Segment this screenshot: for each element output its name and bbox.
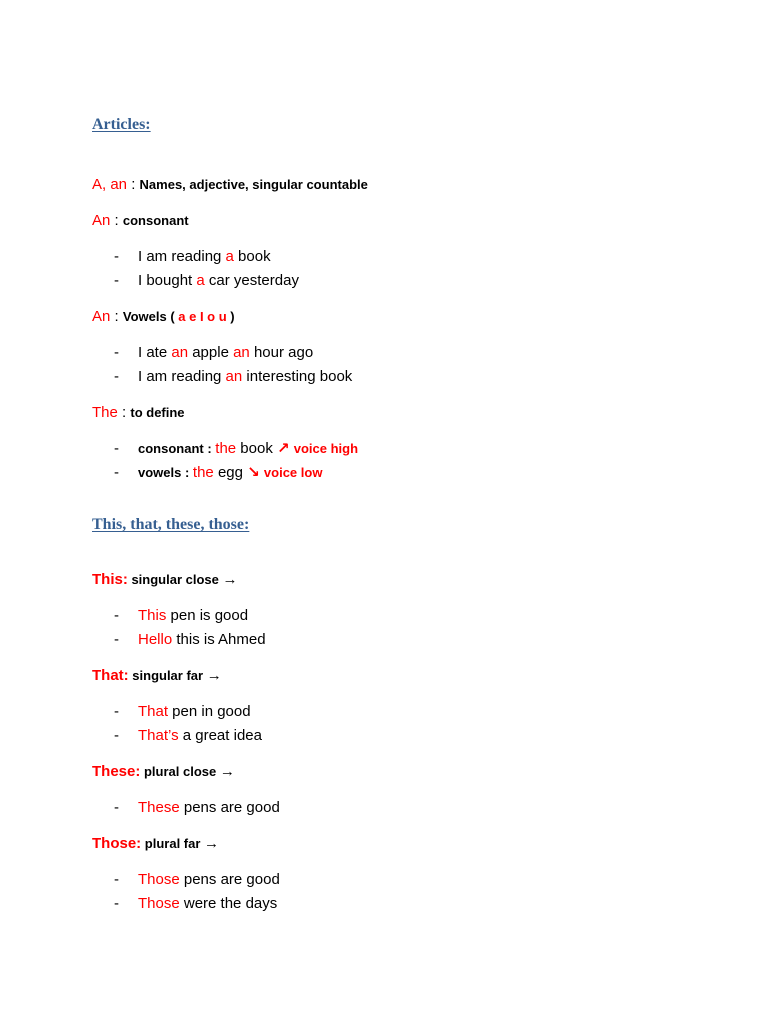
voice-note: voice high xyxy=(293,441,359,456)
articles-heading: Articles: xyxy=(92,116,151,133)
bullet-dash: - xyxy=(114,727,119,744)
demonstratives-heading: This, that, these, those: xyxy=(92,516,250,533)
an-vowels-rule: An : Vowels ( a e I o u ) xyxy=(92,308,235,325)
arrow-right-icon: → xyxy=(204,835,220,852)
a-an-rule xyxy=(92,176,368,194)
bullet-dash: - xyxy=(114,440,119,457)
rule-label: These: xyxy=(92,763,141,780)
arrow-down-right-icon: ↘ xyxy=(247,464,260,481)
bullet-dash: - xyxy=(114,631,119,648)
example-line: These pens are good xyxy=(138,799,280,816)
bullet-dash: - xyxy=(114,368,119,385)
bullet-dash: - xyxy=(114,871,119,888)
rule-desc: Names, adjective, singular countable xyxy=(139,177,368,192)
example-line: This pen is good xyxy=(138,607,249,624)
bullet-dash: - xyxy=(114,272,119,289)
rule-label: Those: xyxy=(92,835,142,852)
rule-desc: to define xyxy=(130,405,185,420)
that-rule xyxy=(92,667,222,685)
bullet-dash: - xyxy=(114,344,119,361)
this-rule xyxy=(92,571,238,589)
example-line: Hello this is Ahmed xyxy=(138,631,266,648)
example-line: I bought a car yesterday xyxy=(138,272,299,289)
example-line: consonant : the book ↗ voice high xyxy=(138,440,359,457)
bullet-dash: - xyxy=(114,703,119,720)
rule-label: A, an xyxy=(92,176,128,193)
bullet-dash: - xyxy=(114,248,119,265)
rule-sep: : xyxy=(110,212,123,229)
bullet-dash: - xyxy=(114,607,119,624)
rule-desc: plural far xyxy=(141,836,205,851)
rule-desc: plural close xyxy=(140,764,220,779)
bullet-dash: - xyxy=(114,464,119,481)
rule-sep: : xyxy=(127,176,140,193)
rule-sep: : xyxy=(110,308,123,325)
example-line: Those pens are good xyxy=(138,871,280,888)
rule-desc: consonant xyxy=(122,213,189,228)
those-rule xyxy=(92,835,219,853)
the-rule xyxy=(92,404,185,422)
example-line: That’s a great idea xyxy=(138,727,262,744)
vowel-list: a e I o u xyxy=(178,309,227,324)
rule-desc: Vowels ( xyxy=(122,309,179,324)
arrow-right-icon: → xyxy=(222,571,238,588)
rule-label: An xyxy=(92,308,111,325)
bullet-dash: - xyxy=(114,799,119,816)
rule-sep: : xyxy=(117,404,131,421)
rule-desc: singular close xyxy=(127,572,223,587)
rule-label: This: xyxy=(92,571,128,588)
example-line: I ate an apple an hour ago xyxy=(138,344,314,361)
these-rule xyxy=(92,763,235,781)
example-line: I am reading an interesting book xyxy=(138,368,353,385)
bullet-dash: - xyxy=(114,895,119,912)
voice-note: voice low xyxy=(263,465,323,480)
arrow-right-icon: → xyxy=(219,763,235,780)
example-line: That pen in good xyxy=(138,703,251,720)
example-line: I am reading a book xyxy=(138,248,271,265)
example-line: vowels : the egg ↘ voice low xyxy=(138,464,323,481)
rule-label: The xyxy=(92,404,118,421)
arrow-up-right-icon: ↗ xyxy=(277,440,290,457)
rule-label: That: xyxy=(92,667,129,684)
arrow-right-icon: → xyxy=(206,667,222,684)
example-line: Those were the days xyxy=(138,895,278,912)
a-consonant-rule xyxy=(92,212,189,230)
rule-label: An xyxy=(92,212,111,229)
rule-desc: singular far xyxy=(128,668,207,683)
